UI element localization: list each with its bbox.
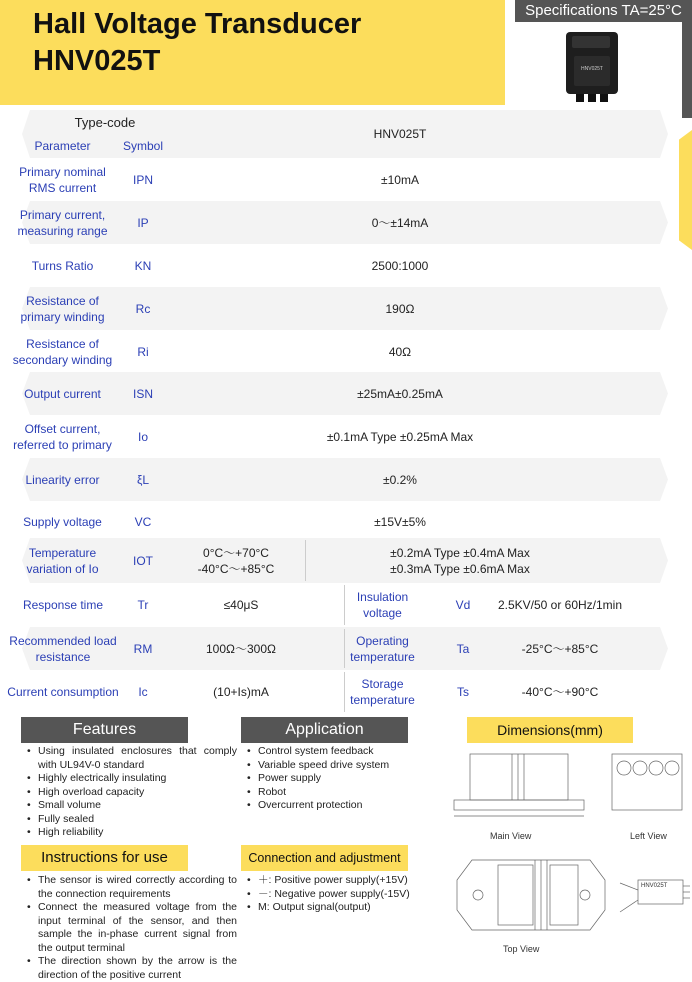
left-view-drawing [612, 754, 682, 810]
param-cell: Current consumption [7, 685, 119, 699]
type-code-value: HNV025T [373, 127, 427, 141]
table-row [0, 500, 692, 543]
value2-cell: -25°C～+85°C [521, 641, 599, 656]
list-item: • Control system feedback [244, 745, 420, 759]
value-cell: ±10mA [381, 172, 419, 187]
circuit-label: HNV025T [641, 883, 668, 889]
symbol-cell: Io [137, 429, 148, 444]
value-cell: 100Ω～300Ω [206, 641, 276, 656]
table-row-temperature [0, 538, 692, 583]
top-view-caption: Top View [503, 944, 540, 954]
table-row [0, 458, 692, 501]
range-cell [180, 538, 292, 583]
specifications-badge: Specifications TA=25°C [515, 0, 692, 22]
symbol-cell: ISN [132, 386, 153, 401]
param-cell: Recommended load resistance [9, 633, 117, 664]
list-item: • The direction shown by the arrow is the direction of the positive current [24, 955, 237, 982]
param-cell: Response time [22, 598, 104, 612]
value-2: ±0.3mA Type ±0.6mA Max [390, 561, 530, 576]
param-cell: Primary current, measuring range [17, 207, 108, 238]
list-item: • High reliability [24, 826, 237, 840]
list-item: • ＋: Positive power supply(+15V) [244, 874, 420, 888]
list-item: • Fully sealed [24, 813, 237, 827]
value-cell: 40Ω [388, 344, 412, 359]
table-row [0, 201, 692, 244]
decorative-bar [682, 22, 692, 118]
symbol-cell: VC [134, 514, 152, 529]
symbol-cell: Ic [138, 685, 148, 699]
instructions-heading: Instructions for use [21, 845, 188, 871]
table-row [0, 244, 692, 287]
table-row [0, 158, 692, 201]
value-cell: (10+Is)mA [213, 685, 269, 699]
left-view-caption: Left View [630, 831, 667, 841]
list-item: • High overload capacity [24, 786, 237, 800]
value-cell: 2500:1000 [371, 258, 429, 273]
param2-cell: Insulation voltage [356, 590, 409, 620]
table-row [0, 372, 692, 415]
symbol-cell: IP [137, 215, 149, 230]
features-list [24, 745, 237, 840]
list-item: • The sensor is wired correctly according to the connection requirements [24, 874, 237, 901]
value2-cell: -40°C～+90°C [521, 685, 599, 699]
list-item: • Using insulated enclosures that comply with UL94V-0 standard [24, 745, 237, 772]
symbol-cell: IOT [133, 553, 153, 568]
top-view-drawing [457, 860, 605, 930]
symbol2-cell: Ta [456, 641, 470, 656]
symbol2-cell: Ts [457, 685, 469, 699]
value-cell: 190Ω [385, 301, 415, 316]
range-1: 0°C～+70°C [203, 545, 269, 560]
list-item: • Robot [244, 786, 420, 800]
param-cell: Offset current, referred to primary [13, 421, 112, 452]
symbol-cell: Tr [137, 598, 149, 612]
param-cell: Output current [24, 386, 101, 401]
value-cell: ±0.1mA Type ±0.25mA Max [326, 429, 474, 444]
instructions-list [24, 874, 237, 982]
list-item: • Small volume [24, 799, 237, 813]
parameter-label: Parameter [34, 139, 91, 153]
connection-list [244, 874, 420, 915]
symbol-cell: Ri [137, 344, 149, 359]
title-line-1: Hall Voltage Transducer [33, 8, 362, 40]
list-item: • M: Output signal(output) [244, 901, 420, 915]
symbol-cell: RM [133, 641, 153, 656]
param-cell: Supply voltage [23, 514, 102, 529]
symbol2-cell: Vd [455, 598, 471, 612]
symbol-cell: KN [134, 258, 152, 273]
type-code-label: Type-code [74, 115, 136, 130]
value-1: ±0.2mA Type ±0.4mA Max [390, 545, 530, 560]
page-title [33, 6, 361, 80]
dimension-drawings [440, 750, 690, 960]
symbol-label: Symbol [122, 139, 163, 153]
application-heading: Application [241, 717, 408, 743]
table-row [0, 670, 692, 714]
list-item: • －: Negative power supply(-15V) [244, 888, 420, 902]
symbol-cell: IPN [132, 172, 153, 187]
param-cell: Turns Ratio [31, 258, 94, 273]
value-cell: ±0.2% [383, 472, 417, 487]
list-item: • Power supply [244, 772, 420, 786]
value-cell: 0～±14mA [371, 215, 429, 230]
symbol-cell: ξL [136, 472, 150, 487]
main-view-caption: Main View [490, 831, 532, 841]
application-list [244, 745, 420, 813]
table-row [0, 415, 692, 458]
table-row [0, 627, 692, 670]
param-cell: Primary nominal RMS current [19, 164, 106, 195]
param-cell: Resistance of secondary winding [12, 336, 113, 367]
range-2: -40°C～+85°C [197, 561, 275, 576]
table-header-row [0, 110, 692, 158]
table-row [0, 330, 692, 373]
symbol-cell: Rc [135, 301, 151, 316]
title-line-2: HNV025T [33, 45, 161, 77]
table-row [0, 287, 692, 330]
svg-text:HNV025T: HNV025T [581, 66, 603, 72]
value-cell: ±25mA±0.25mA [357, 386, 443, 401]
features-heading: Features [21, 717, 188, 743]
table-row [0, 583, 692, 627]
param2-cell: Storage temperature [350, 677, 415, 707]
list-item: • Overcurrent protection [244, 799, 420, 813]
value2-cell: 2.5KV/50 or 60Hz/1min [497, 598, 623, 612]
param-cell: Linearity error [25, 472, 100, 487]
list-item: • Variable speed drive system [244, 759, 420, 773]
list-item: • Connect the measured voltage from the input terminal of the sensor, and then sample the in-phase current signal from the output terminal [24, 901, 237, 955]
product-image [560, 24, 630, 104]
param-cell: Temperature variation of Io [26, 545, 99, 576]
dimensions-heading: Dimensions(mm) [467, 717, 633, 743]
connection-heading: Connection and adjustment [241, 845, 408, 871]
list-item: • Highly electrically insulating [24, 772, 237, 786]
value-cell [310, 538, 610, 583]
param-cell: Resistance of primary winding [20, 293, 105, 324]
value-cell: ≤40μS [223, 598, 259, 612]
main-view-drawing [454, 754, 584, 816]
value-cell: ±15V±5% [374, 514, 426, 529]
param2-cell: Operating temperature [350, 633, 415, 664]
